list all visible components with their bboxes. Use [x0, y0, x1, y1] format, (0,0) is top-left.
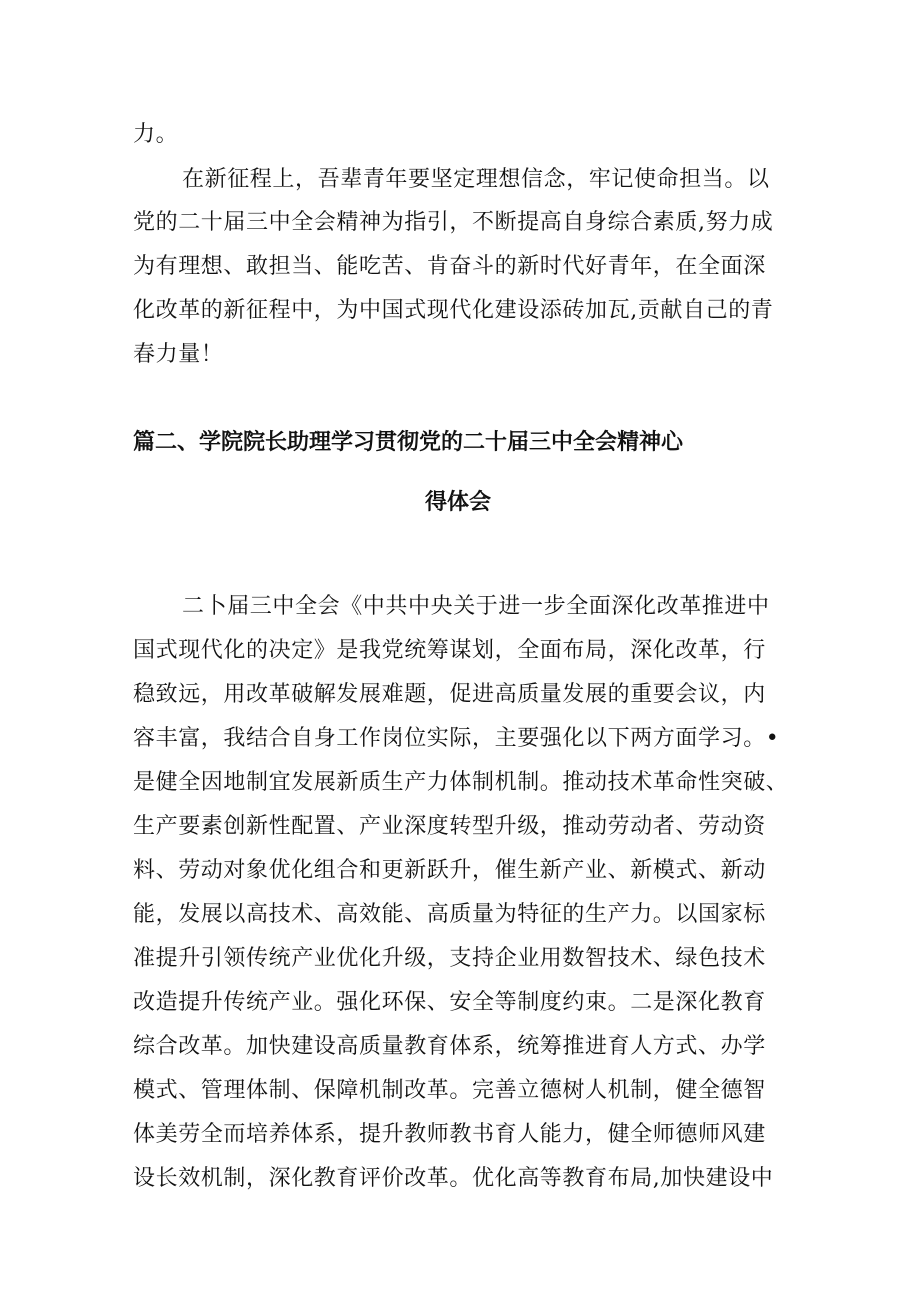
paragraph-line: 模式、管理体制、保障机制改革。完善立德树人机制，健全德智: [133, 1078, 766, 1103]
paragraph-line: 准提升引领传统产业优化升级，支持企业用数智技术、绿色技术: [133, 946, 766, 971]
paragraph-line: 党的二十届三中全会精神为指引，不断提高自身综合素质,努力成: [133, 210, 774, 235]
paragraph-line: 在新征程上，吾辈青年要坚定理想信念，牢记使命担当。以: [182, 167, 770, 192]
paragraph-line: 生产要素创新性配置、产业深度转型升级，推动劳动者、劳动资: [133, 814, 766, 839]
prev-paragraph-end: 力。: [133, 122, 179, 147]
paragraph-line: 设长效机制，深化教育评价改革。优化高等教育布局,加快建设中: [133, 1166, 774, 1191]
paragraph-line: 为有理想、敢担当、能吃苦、肯奋斗的新时代好青年，在全面深: [133, 254, 766, 279]
paragraph-line: 是健全因地制宜发展新质生产力体制机制。推动技术革命性突破、: [133, 770, 789, 795]
paragraph-line: 料、劳动对象优化组合和更新跃升，催生新产业、新模式、新动: [133, 858, 766, 883]
paragraph-line: 改造提升传统产业。强化环保、安全等制度约束。二是深化教育: [133, 990, 766, 1015]
paragraph-line: 容丰富，我结合自身工作岗位实际，主要强化以下两方面学习。•: [133, 726, 780, 751]
paragraph-line: 综合改革。加快建设高质量教育体系，统筹推进育人方式、办学: [133, 1034, 766, 1059]
section-title: 篇二、学院院长助理学习贯彻党的二十届三中全会精神心: [133, 430, 684, 455]
paragraph-line: 体美劳全而培养体系，提升教师教书育人能力，健全师德师风建: [133, 1122, 766, 1147]
paragraph-line: 春力量！: [133, 342, 224, 367]
paragraph-line: 国式现代化的决定》是我党统筹谋划，全面布局，深化改革，行: [133, 638, 766, 663]
paragraph-line: 化改革的新征程中，为中国式现代化建设添砖加瓦,贡献自己的青: [133, 298, 774, 323]
paragraph-line: 二卜届三中全会《中共中央关于进一步全面深化改革推进中: [182, 594, 770, 619]
paragraph-line: 稳致远，用改革破解发展难题，促进高质量发展的重要会议，内: [133, 682, 766, 707]
section-title-continuation: 得体会: [425, 490, 492, 515]
paragraph-line: 能，发展以高技术、高效能、高质量为特征的生产力。以国家标: [133, 902, 766, 927]
